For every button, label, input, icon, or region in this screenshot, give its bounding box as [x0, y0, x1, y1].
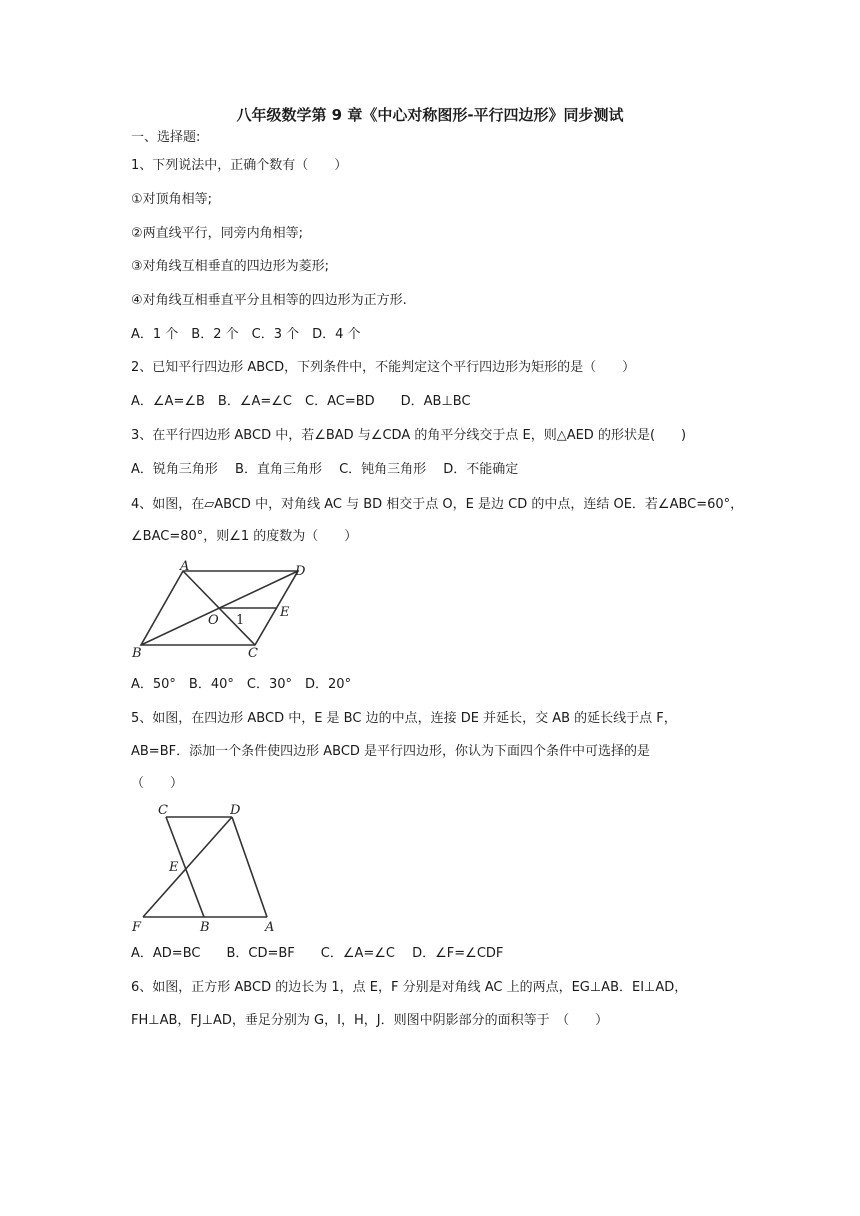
q5-quadrilateral-figure [128, 800, 288, 936]
q2-options: A．∠A=∠B B．∠A=∠C C．AC=BD D．AB⊥BC [131, 394, 471, 409]
q6-stem-line2: FH⊥AB，FJ⊥AD，垂足分别为 G，I，H，J．则图中阴影部分的面积等于 （ ） [131, 1013, 609, 1028]
label-d: D [230, 803, 241, 818]
q3-options: A．锐角三角形 B．直角三角形 C．钝角三角形 D．不能确定 [131, 462, 519, 477]
label-angle-1: 1 [236, 613, 245, 628]
label-e: E [169, 860, 179, 875]
q4-stem-line2: ∠BAC=80°，则∠1 的度数为（ ） [131, 529, 358, 544]
q1-item-3: ③对角线互相垂直的四边形为菱形; [131, 259, 330, 274]
q5-stem-line3: （ ） [131, 776, 184, 791]
label-c: C [158, 803, 168, 818]
label-b: B [200, 920, 210, 935]
label-f: F [132, 920, 142, 935]
q1-item-2: ②两直线平行，同旁内角相等; [131, 226, 304, 241]
label-d: D [295, 564, 306, 579]
q4-parallelogram-figure [128, 558, 318, 662]
q6-stem-line1: 6、如图，正方形 ABCD 的边长为 1，点 E，F 分别是对角线 AC 上的两点，EG⊥AB．EI⊥AD， [131, 980, 688, 995]
q1-item-4: ④对角线互相垂直平分且相等的四边形为正方形. [131, 293, 407, 308]
segment-fd [143, 817, 232, 917]
label-o: O [208, 613, 219, 628]
section-heading: 一、选择题: [131, 130, 201, 145]
q1-item-1: ①对顶角相等; [131, 192, 213, 207]
q5-stem-line2: AB=BF．添加一个条件使四边形 ABCD 是平行四边形，你认为下面四个条件中可选择的是 [131, 744, 651, 759]
page-title: 八年级数学第 9 章《中心对称图形-平行四边形》同步测试 [236, 106, 624, 124]
q4-options: A．50° B．40° C．30° D．20° [131, 677, 352, 692]
label-e: E [280, 605, 290, 620]
label-b: B [132, 646, 142, 661]
segment-da [232, 817, 267, 917]
q3-stem: 3、在平行四边形 ABCD 中，若∠BAD 与∠CDA 的角平分线交于点 E，则△AED 的形状是( ) [131, 428, 687, 443]
label-a: A [265, 920, 275, 935]
q1-stem: 1、下列说法中，正确个数有（ ） [131, 158, 348, 173]
label-a: A [180, 559, 190, 574]
label-c: C [248, 646, 258, 661]
q1-options: A．1 个 B．2 个 C．3 个 D．4 个 [131, 327, 361, 342]
q2-stem: 2、已知平行四边形 ABCD，下列条件中，不能判定这个平行四边形为矩形的是（ ） [131, 360, 636, 375]
q4-stem-line1: 4、如图，在▱ABCD 中，对角线 AC 与 BD 相交于点 O，E 是边 CD 的中点，连结 OE．若∠ABC=60°， [131, 497, 744, 512]
q5-options: A．AD=BC B．CD=BF C．∠A=∠C D．∠F=∠CDF [131, 946, 504, 961]
q5-stem-line1: 5、如图，在四边形 ABCD 中，E 是 BC 边的中点，连接 DE 并延长，交 AB 的延长线于点 F， [131, 711, 677, 726]
